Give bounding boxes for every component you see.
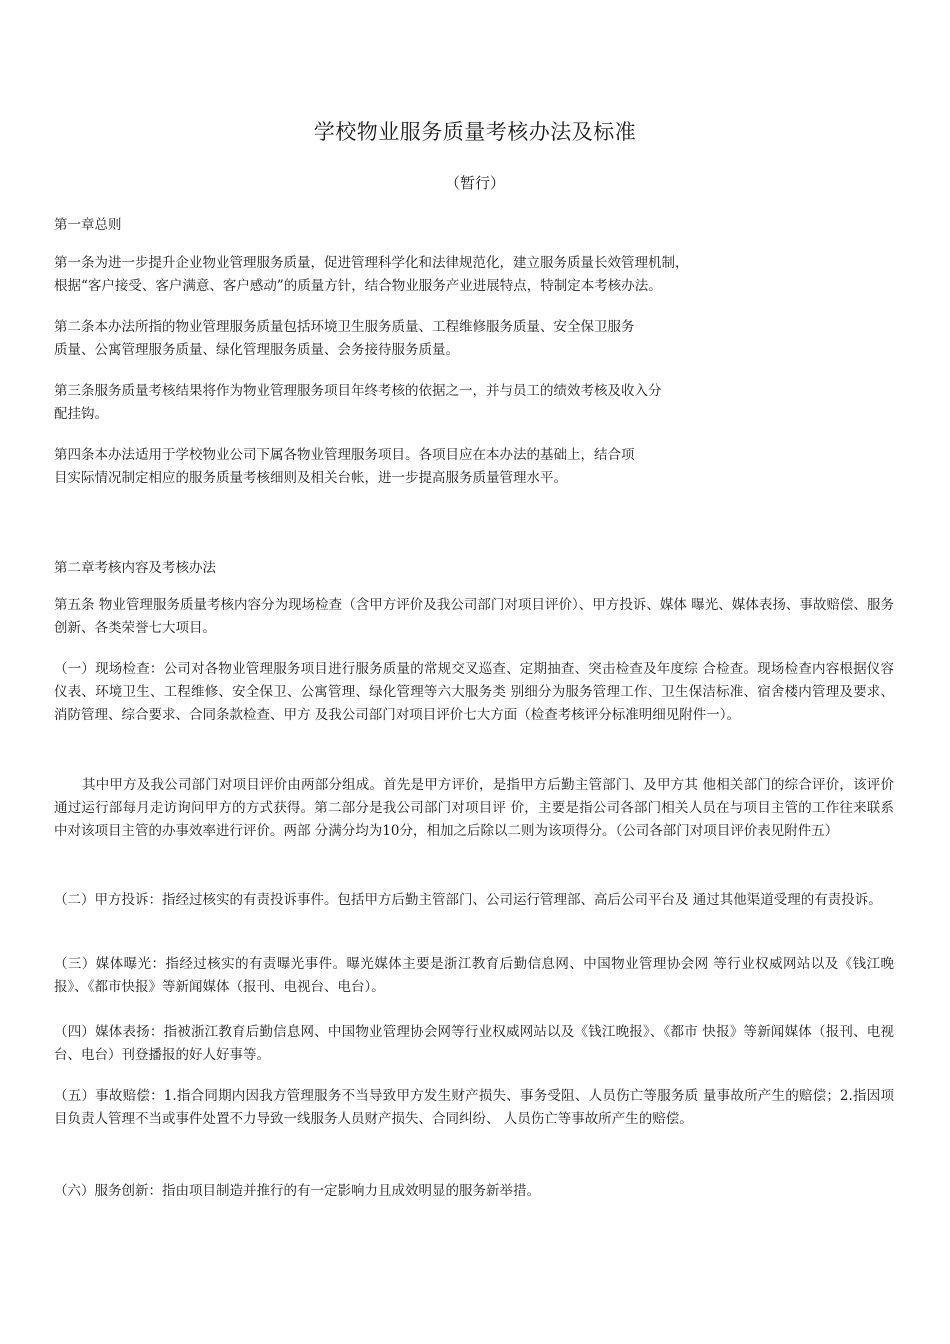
article-4 (54, 444, 635, 490)
article-1 (54, 252, 689, 298)
article-3-line-1: 第三条服务质量考核结果将作为物业管理服务项目年终考核的依据之一，并与员工的绩效考核及收入分 (54, 383, 662, 399)
article-2-line-2: 质量、公寓管理服务质量、绿化管理服务质量、会务接待服务质量。 (54, 342, 459, 358)
section-media-exposure: （三）媒体曝光：指经过核实的有责曝光事件。曝光媒体主要是浙江教育后勤信息网、中国物业管理协会网 等行业权威网站以及《钱江晚报》、《都市快报》等新闻媒体（报刊、电视台、电台）。 (54, 956, 894, 995)
article-5: 第五条 物业管理服务质量考核内容分为现场检查（含甲方评价及我公司部门对项目评价）、甲方投诉、媒体 曝光、媒体表扬、事故赔偿、服务创新、各类荣誉七大项目。 (54, 597, 894, 636)
section-accident-compensation: （五）事故赔偿：1.指合同期内因我方管理服务不当导致甲方发生财产损失、事务受阻、人员伤亡等服务质 量事故所产生的赔偿；2.指因项目负责人管理不当或事件处置不力导致一线服务人员财产损失、合同纠纷、 人员伤亡等事故所产生的赔偿。 (54, 1088, 894, 1127)
section-evaluation-detail: 其中甲方及我公司部门对项目评价由两部分组成。首先是甲方评价，是指甲方后勤主管部门、及甲方其 他相关部门的综合评价，该评价通过运行部每月走访询问甲方的方式获得。第二部分是我公司部门对项目评 价，主要是指公司各部门相关人员在与项目主管的工作往来联系中对该项目主管的办事效率进行评价。两部 分满分均为10分，相加之后除以二则为该项得分。（公司各部门对项目评价表见附件五） (54, 777, 894, 839)
article-4-line-1: 第四条本办法适用于学校物业公司下属各物业管理服务项目。各项目应在本办法的基础上，结合项 (54, 447, 635, 463)
article-3-line-2: 配挂钩。 (54, 406, 108, 422)
article-2 (54, 316, 635, 362)
article-1-line-2: 根据“客户接受、客户满意、客户感动”的质量方针，结合物业服务产业进展特点，特制定本考核办法。 (54, 278, 662, 294)
section-service-innovation: （六）服务创新：指由项目制造并推行的有一定影响力且成效明显的服务新举措。 (54, 1183, 540, 1199)
article-1-line-1: 第一条为进一步提升企业物业管理服务质量，促进管理科学化和法律规范化，建立服务质量长效管理机制， (54, 255, 689, 271)
section-client-complaints: （二）甲方投诉：指经过核实的有责投诉事件。包括甲方后勤主管部门、公司运行管理部、高后公司平台及 通过其他渠道受理的有责投诉。 (54, 892, 882, 908)
chapter-2-heading: 第二章考核内容及考核办法 (54, 560, 216, 576)
article-2-line-1: 第二条本办法所指的物业管理服务质量包括环境卫生服务质量、工程维修服务质量、安全保卫服务 (54, 319, 635, 335)
section-media-praise: （四）媒体表扬：指被浙江教育后勤信息网、中国物业管理协会网等行业权威网站以及《钱江晚报》、《都市 快报》等新闻媒体（报刊、电视台、电台）刊登播报的好人好事等。 (54, 1024, 894, 1063)
document-subtitle: （暂行） (444, 174, 505, 192)
section-onsite-inspection: （一）现场检查：公司对各物业管理服务项目进行服务质量的常规交叉巡查、定期抽查、突击检查及年度综 合检查。现场检查内容根据仪容仪表、环境卫生、工程维修、安全保卫、公寓管理、绿化管理等六大服务类 别细分为服务管理工作、卫生保洁标准、宿舍楼内管理及要求、消防管理、综合要求、合同条款检查、甲方 及我公司部门对项目评价七大方面（检查考核评分标准明细见附件一）。 (54, 661, 894, 723)
chapter-1-heading: 第一章总则 (54, 217, 122, 233)
article-3 (54, 380, 662, 426)
document-title: 学校物业服务质量考核办法及标准 (313, 120, 637, 144)
article-4-line-2: 目实际情况制定相应的服务质量考核细则及相关台帐，进一步提高服务质量管理水平。 (54, 470, 567, 486)
